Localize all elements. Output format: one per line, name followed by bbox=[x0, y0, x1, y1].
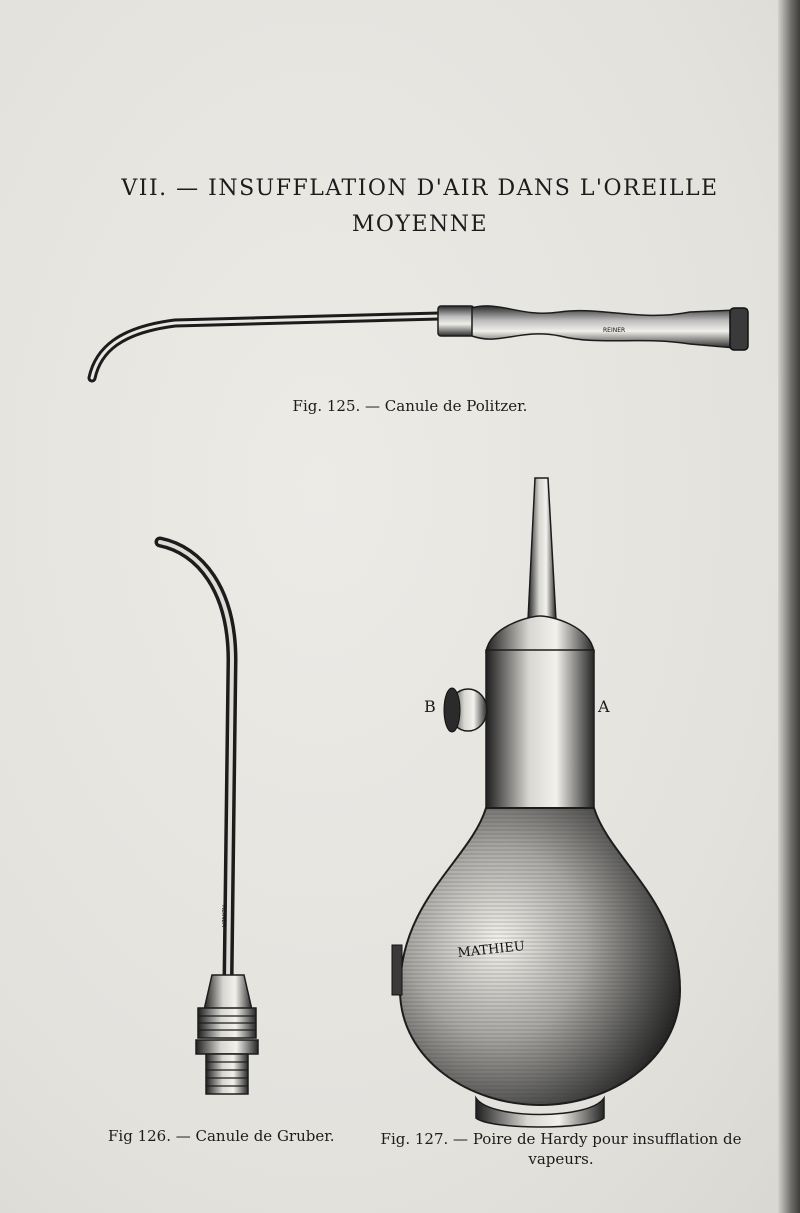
caption-fig-125: Fig. 125. — Canule de Politzer. bbox=[292, 397, 528, 415]
label-a: A bbox=[598, 697, 610, 716]
hardy-bulb-drawing bbox=[392, 478, 680, 1127]
gruber-engraving: REINER bbox=[220, 905, 227, 928]
caption-fig-127: Fig. 127. — Poire de Hardy pour insufflation de vapeurs. bbox=[380, 1130, 742, 1168]
politzer-cannula-drawing bbox=[92, 306, 748, 378]
caption-fig-126: Fig 126. — Canule de Gruber. bbox=[108, 1127, 335, 1145]
section-title-line-2: MOYENNE bbox=[351, 212, 489, 237]
section-title-line-1: VII. — INSUFFLATION D'AIR DANS L'OREILLE bbox=[121, 176, 719, 201]
label-b: B bbox=[424, 697, 436, 716]
mathieu-engraving: MATHIEU bbox=[456, 938, 526, 961]
gruber-cannula-drawing bbox=[160, 542, 258, 1094]
politzer-engraving: REINER bbox=[603, 327, 626, 334]
